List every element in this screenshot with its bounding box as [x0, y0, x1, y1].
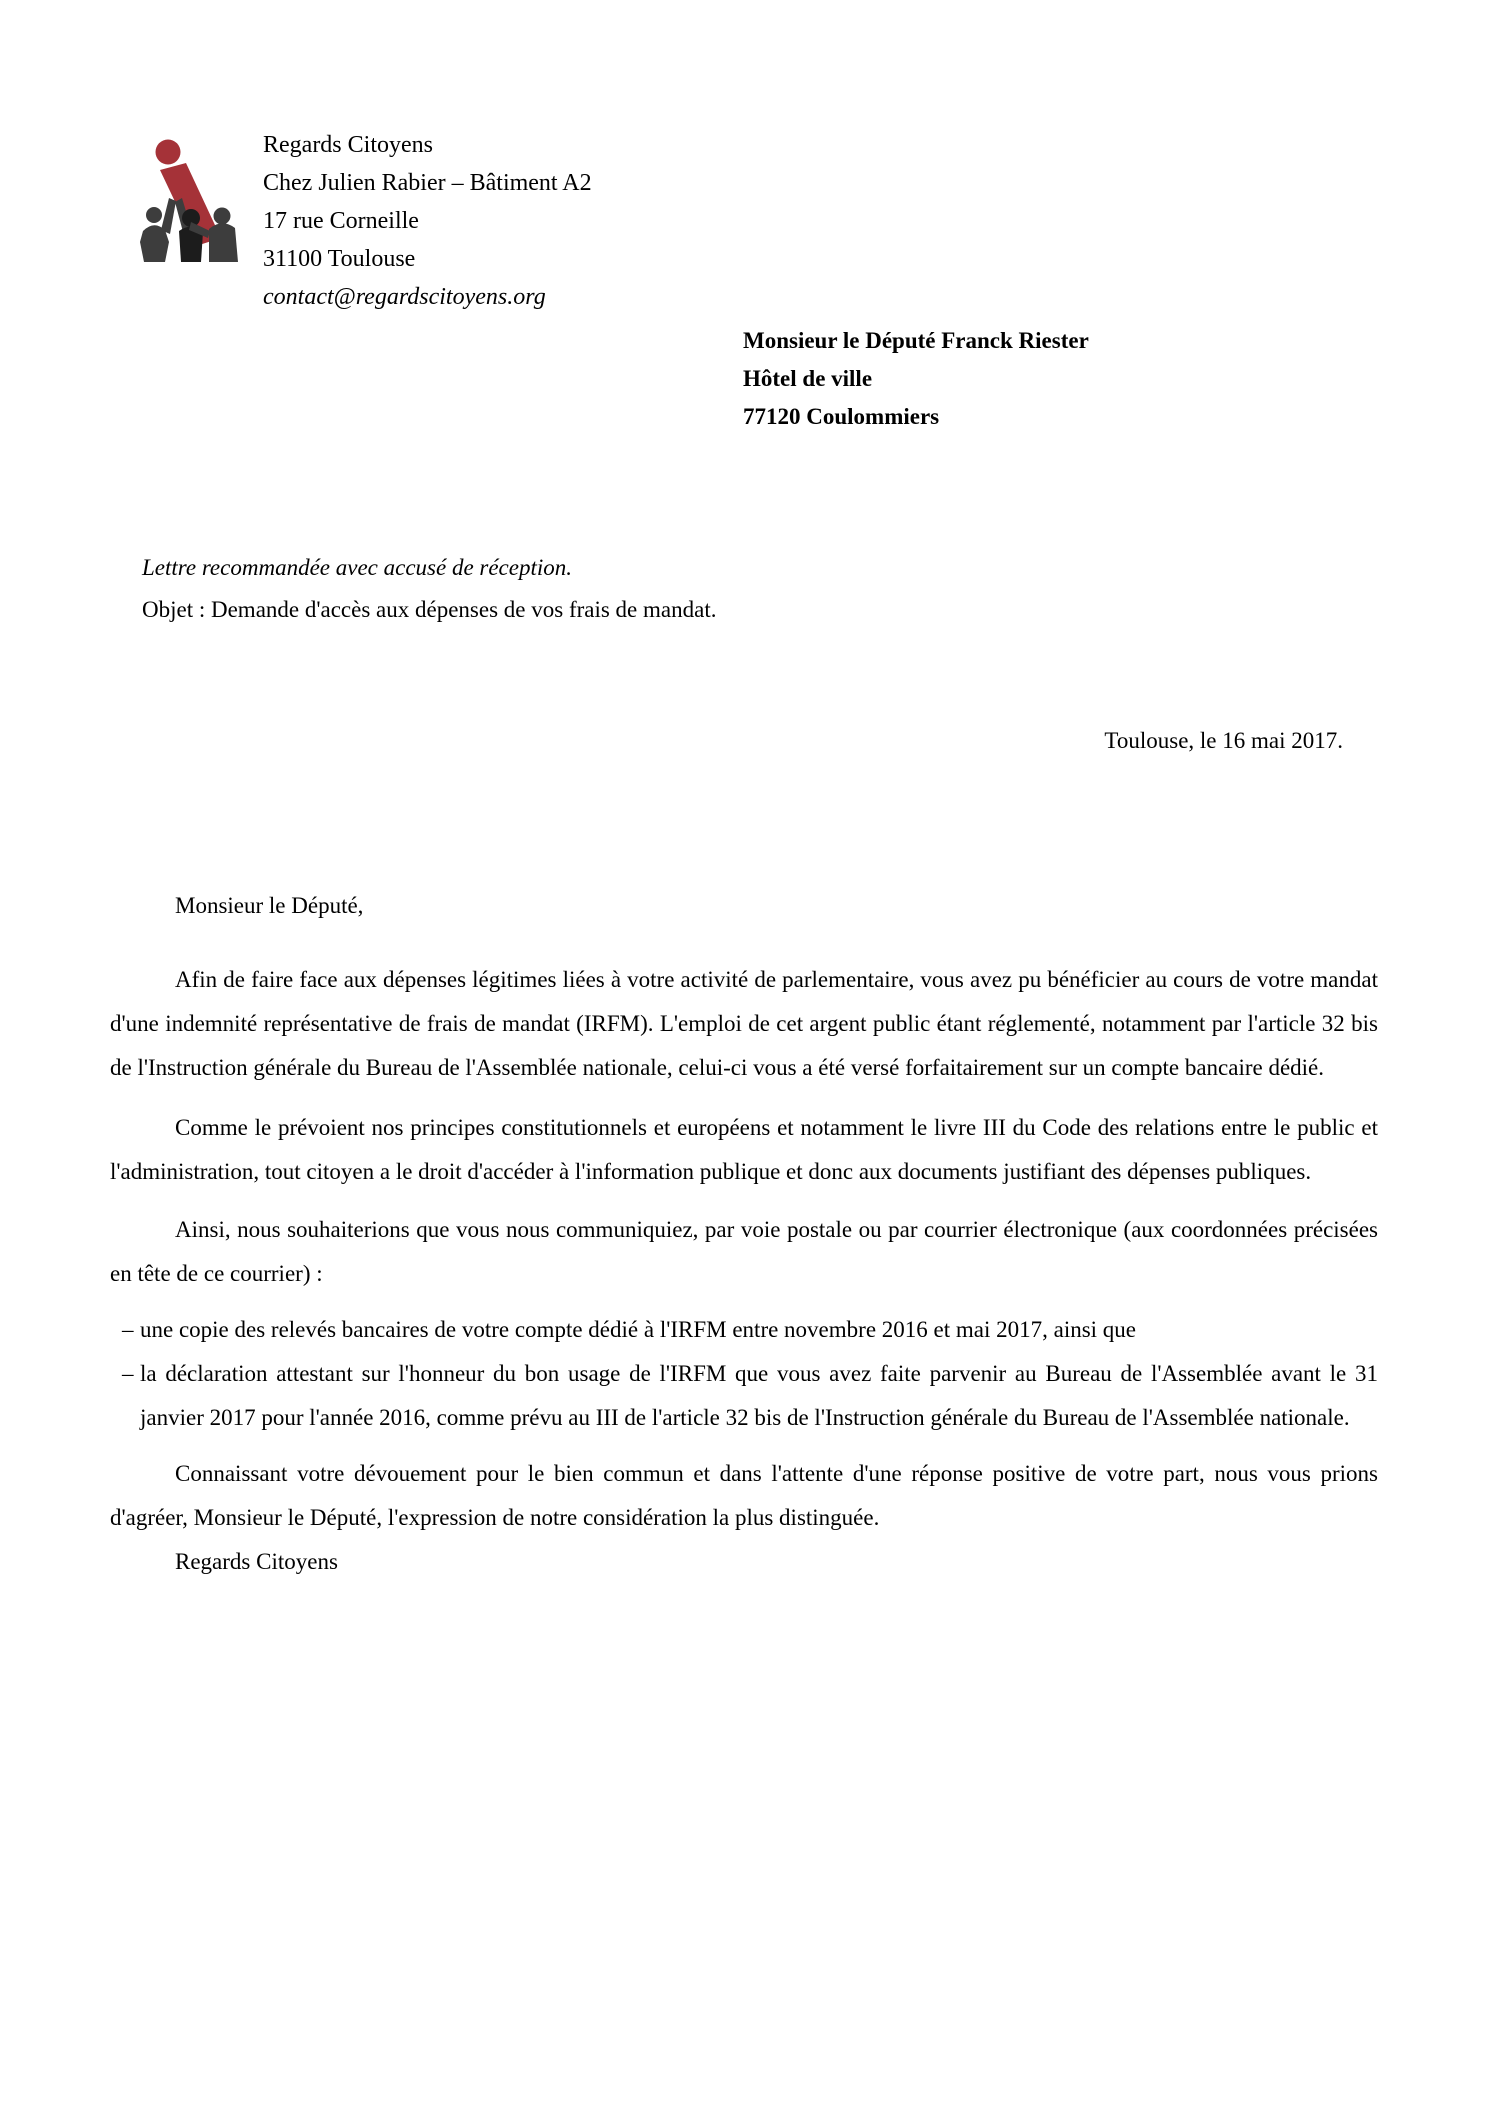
- list-item: [110, 1352, 1378, 1440]
- logo-figure-right-head: [214, 208, 231, 225]
- date-line: Toulouse, le 16 mai 2017.: [1104, 728, 1343, 753]
- sender-address-line-2: 17 rue Corneille: [263, 208, 419, 234]
- letter-body: [110, 884, 1378, 1584]
- dash-bullet: –: [122, 1361, 134, 1386]
- sender-address-line-3: 31100 Toulouse: [263, 246, 416, 272]
- dash-bullet: –: [122, 1317, 134, 1342]
- logo-figure-right-body: [209, 223, 238, 262]
- salutation: Monsieur le Député,: [175, 893, 364, 918]
- sender-address-line-1: Chez Julien Rabier – Bâtiment A2: [263, 170, 592, 196]
- subject-line: Objet : Demande d'accès aux dépenses de vos frais de mandat.: [142, 597, 717, 622]
- body-paragraph-2: Comme le prévoient nos principes constitutionnels et européens et notamment le livre III du Code des relations entre le public et l'administration, tout citoyen a le droit d'accéder à l'information publique et donc aux documents justifiant des dépenses publiques.: [110, 1115, 1378, 1184]
- request-list: [110, 1308, 1378, 1440]
- recipient-name: Monsieur le Député Franck Riester: [743, 328, 1089, 353]
- reference-block: [142, 547, 716, 631]
- body-paragraph-1: Afin de faire face aux dépenses légitimes liées à votre activité de parlementaire, vous avez pu bénéficier au cours de votre mandat d'une indemnité représentative de frais de mandat (IRFM). L'emploi de cet argent public étant réglementé, notamment par l'article 32 bis de l'Instruction générale du Bureau de l'Assemblée nationale, celui-ci vous a été versé forfaitairement sur un compte bancaire dédié.: [110, 967, 1378, 1080]
- sender-address-block: [263, 126, 592, 316]
- recipient-address-block: [743, 322, 1089, 436]
- list-item-text: la déclaration attestant sur l'honneur du bon usage de l'IRFM que vous avez faite parvenir au Bureau de l'Assemblée avant le 31 janvier 2017 pour l'année 2016, comme prévu au III de l'article 32 bis de l'Instruction générale du Bureau de l'Assemblée nationale.: [140, 1361, 1378, 1430]
- recipient-address-line-2: 77120 Coulommiers: [743, 404, 940, 429]
- registered-mail-notice: Lettre recommandée avec accusé de réception.: [142, 555, 573, 580]
- sender-email: contact@regardscitoyens.org: [263, 284, 546, 310]
- logo-figure-left-body: [140, 225, 169, 262]
- signature: Regards Citoyens: [175, 1549, 338, 1574]
- list-item: [110, 1308, 1378, 1352]
- logo-figure-left-head: [146, 207, 162, 223]
- recipient-address-line-1: Hôtel de ville: [743, 366, 873, 391]
- closing-paragraph: Connaissant votre dévouement pour le bien commun et dans l'attente d'une réponse positive de votre part, nous vous prions d'agréer, Monsieur le Député, l'expression de notre considération la plus distinguée.: [110, 1461, 1378, 1530]
- body-paragraph-3: Ainsi, nous souhaiterions que vous nous communiquiez, par voie postale ou par courrier électronique (aux coordonnées précisées en tête de ce courrier) :: [110, 1217, 1378, 1286]
- sender-name: Regards Citoyens: [263, 132, 433, 158]
- regards-citoyens-logo-icon: [103, 136, 238, 262]
- logo-i-dot: [156, 140, 181, 165]
- list-item-text: une copie des relevés bancaires de votre compte dédié à l'IRFM entre novembre 2016 et mai 2017, ainsi que: [140, 1317, 1137, 1342]
